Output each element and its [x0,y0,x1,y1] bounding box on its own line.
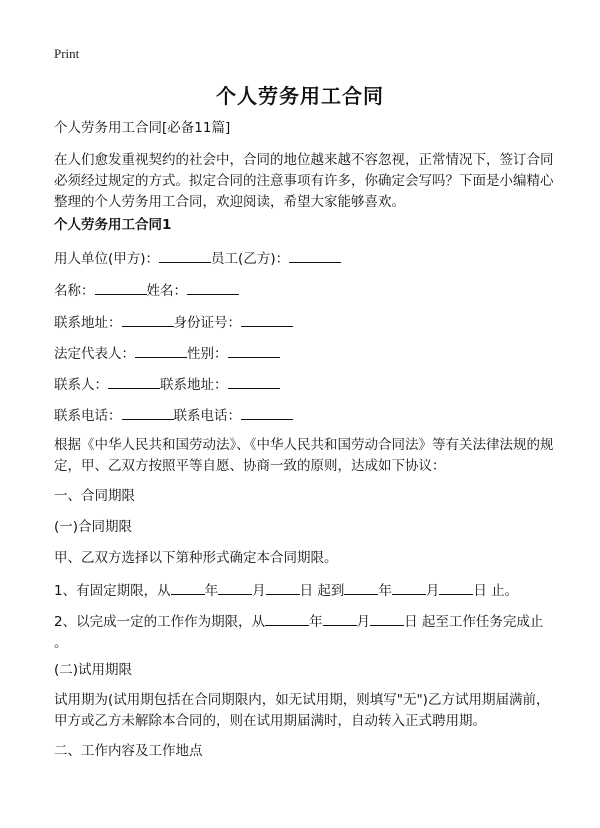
employee-blank [289,248,341,263]
address-label: 联系地址： [54,315,122,331]
term1-month2-blank [392,580,426,595]
term2-year: 年 [309,614,323,630]
legal-rep-blank [135,343,187,358]
contact-person-label: 联系人： [54,377,108,393]
term1-month: 月 [252,583,266,599]
phone1-blank [122,405,174,420]
employee-label: 员工(乙方)： [211,251,290,267]
legal-rep-label: 法定代表人： [54,346,135,362]
address-blank [122,312,174,327]
gender-label: 性别： [187,346,228,362]
field-row-phone [54,405,554,427]
phone1-label: 联系电话： [54,408,122,424]
term1-end: 日 止。 [473,583,519,599]
term2-month-blank [323,611,357,626]
term2-year-blank [265,611,309,626]
term1-year-blank [171,580,205,595]
term2-end: 日 起至工作任务完成止 [404,614,544,630]
phone2-blank [241,405,293,420]
term2-month: 月 [356,614,371,630]
field-row-legal-rep [54,343,554,365]
field-row-name [54,280,554,302]
term1-prefix: 1、有固定期限，从 [54,583,171,599]
id-number-blank [241,312,293,327]
gender-blank [228,343,280,358]
term2-prefix: 2、以完成一定的工作作为期限，从 [54,614,266,630]
term1-day2-blank [439,580,473,595]
field-row-employer [54,248,554,270]
print-link[interactable]: Print [54,46,80,61]
employer-label: 用人单位(甲方)： [54,251,160,267]
law-paragraph: 根据《中华人民共和国劳动法》、《中华人民共和国劳动合同法》等有关法律法规的规定，甲、乙双方按照平等自愿、协商一致的原则，达成如下协议： [54,437,554,474]
employer-blank [159,248,211,263]
term1-day-to: 日 起到 [299,583,345,599]
name-label: 名称： [54,283,95,299]
phone2-label: 联系电话： [173,408,241,424]
name-blank [95,280,147,295]
term-2-line [54,611,554,654]
page-title: 个人劳务用工合同 [216,84,384,108]
clause-1-heading: 一、合同期限 [54,488,135,504]
clause-1-1-heading: (一)合同期限 [54,519,133,535]
term1-year: 年 [204,583,219,599]
term2-day-blank [370,611,404,626]
intro-paragraph: 在人们愈发重视契约的社会中，合同的地位越来越不容忽视，正常情况下，签订合同必须经过规定的方式。拟定合同的注意事项有许多，你确定会写吗？下面是小编精心整理的个人劳务用工合同，欢迎阅读，希望大家能够喜欢。 [54,152,554,210]
probation-paragraph: 试用期为(试用期包括在合同期限内，如无试用期，则填写"无")乙方试用期届满前，甲方或乙方未解除本合同的，则在试用期届满时，自动转入正式聘用期。 [54,692,550,729]
contact-address-label: 联系地址： [160,377,228,393]
term1-day-blank [266,580,300,595]
field-row-contact [54,374,554,396]
term2-tail: 。 [54,635,68,651]
term1-year2-blank [344,580,378,595]
clause-1-2-heading: (二)试用期限 [54,662,133,678]
field-row-address [54,312,554,334]
section-heading-1: 个人劳务用工合同1 [54,217,172,233]
contact-address-blank [228,374,280,389]
person-name-blank [187,280,239,295]
term1-month2: 月 [425,583,440,599]
clause-2-heading: 二、工作内容及工作地点 [54,743,203,759]
clause-1-1-text: 甲、乙双方选择以下第种形式确定本合同期限。 [54,550,338,566]
person-name-label: 姓名： [146,283,187,299]
term1-year2: 年 [378,583,392,599]
contact-person-blank [108,374,160,389]
id-number-label: 身份证号： [173,315,241,331]
term-1-line [54,580,554,602]
term1-month-blank [218,580,252,595]
subtitle: 个人劳务用工合同[必备11篇] [54,120,231,136]
